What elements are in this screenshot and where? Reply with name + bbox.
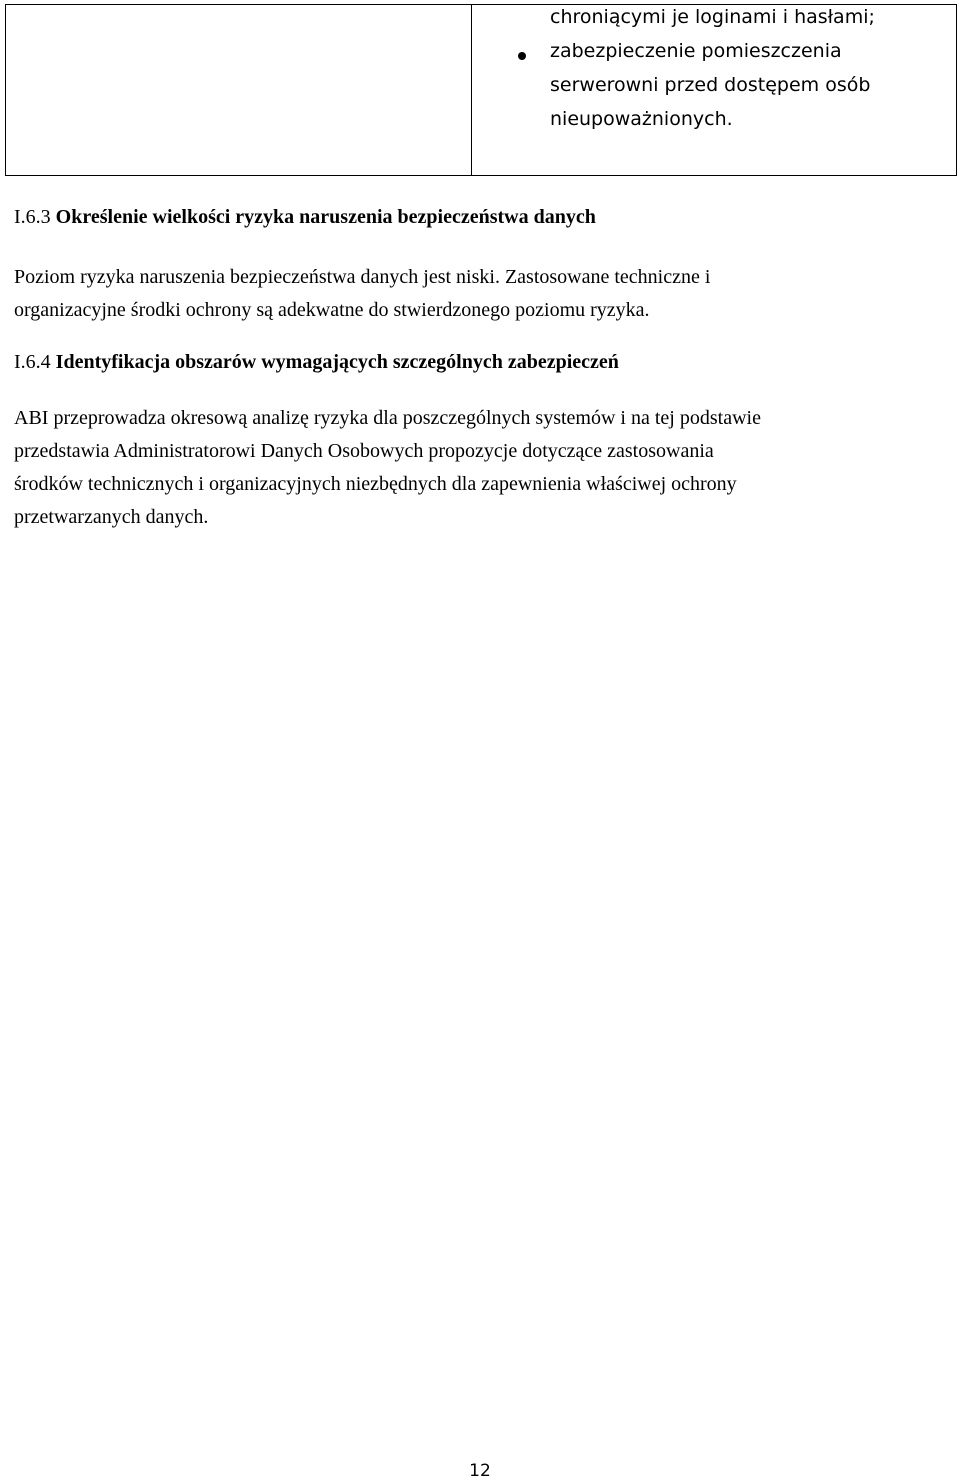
- section-title: Określenie wielkości ryzyka naruszenia bezpieczeństwa danych: [55, 206, 596, 228]
- table-cell-line: zabezpieczenie pomieszczenia: [550, 40, 842, 62]
- paragraph-line: przedstawia Administratorowi Danych Osobowych propozycje dotyczące zastosowania: [14, 440, 714, 462]
- table-cell-line: chroniącymi je loginami i hasłami;: [550, 6, 875, 28]
- section-paragraph-1-6-3: [14, 261, 954, 327]
- paragraph-line: środków technicznych i organizacyjnych niezbędnych dla zapewnienia właściwej ochrony: [14, 473, 737, 495]
- section-number: I.6.3: [14, 206, 51, 228]
- table-right-cell: [550, 0, 940, 136]
- section-number: I.6.4: [14, 351, 51, 373]
- section-title: Identyfikacja obszarów wymagających szczególnych zabezpieczeń: [55, 351, 619, 373]
- paragraph-line: organizacyjne środki ochrony są adekwatne do stwierdzonego poziomu ryzyka.: [14, 299, 650, 321]
- table-column-divider: [471, 5, 472, 175]
- section-paragraph-1-6-4: [14, 402, 954, 534]
- section-heading-1-6-3: [14, 206, 596, 229]
- paragraph-line: przetwarzanych danych.: [14, 506, 209, 528]
- table-cell-line: serwerowni przed dostępem osób: [550, 74, 871, 96]
- paragraph-line: Poziom ryzyka naruszenia bezpieczeństwa danych jest niski. Zastosowane techniczne i: [14, 266, 711, 288]
- bullet-icon: [518, 52, 526, 60]
- table-cell-line: nieupoważnionych.: [550, 108, 733, 130]
- paragraph-line: ABI przeprowadza okresową analizę ryzyka dla poszczególnych systemów i na tej podstawie: [14, 407, 761, 429]
- section-heading-1-6-4: [14, 351, 619, 374]
- page-number: 12: [469, 1461, 491, 1481]
